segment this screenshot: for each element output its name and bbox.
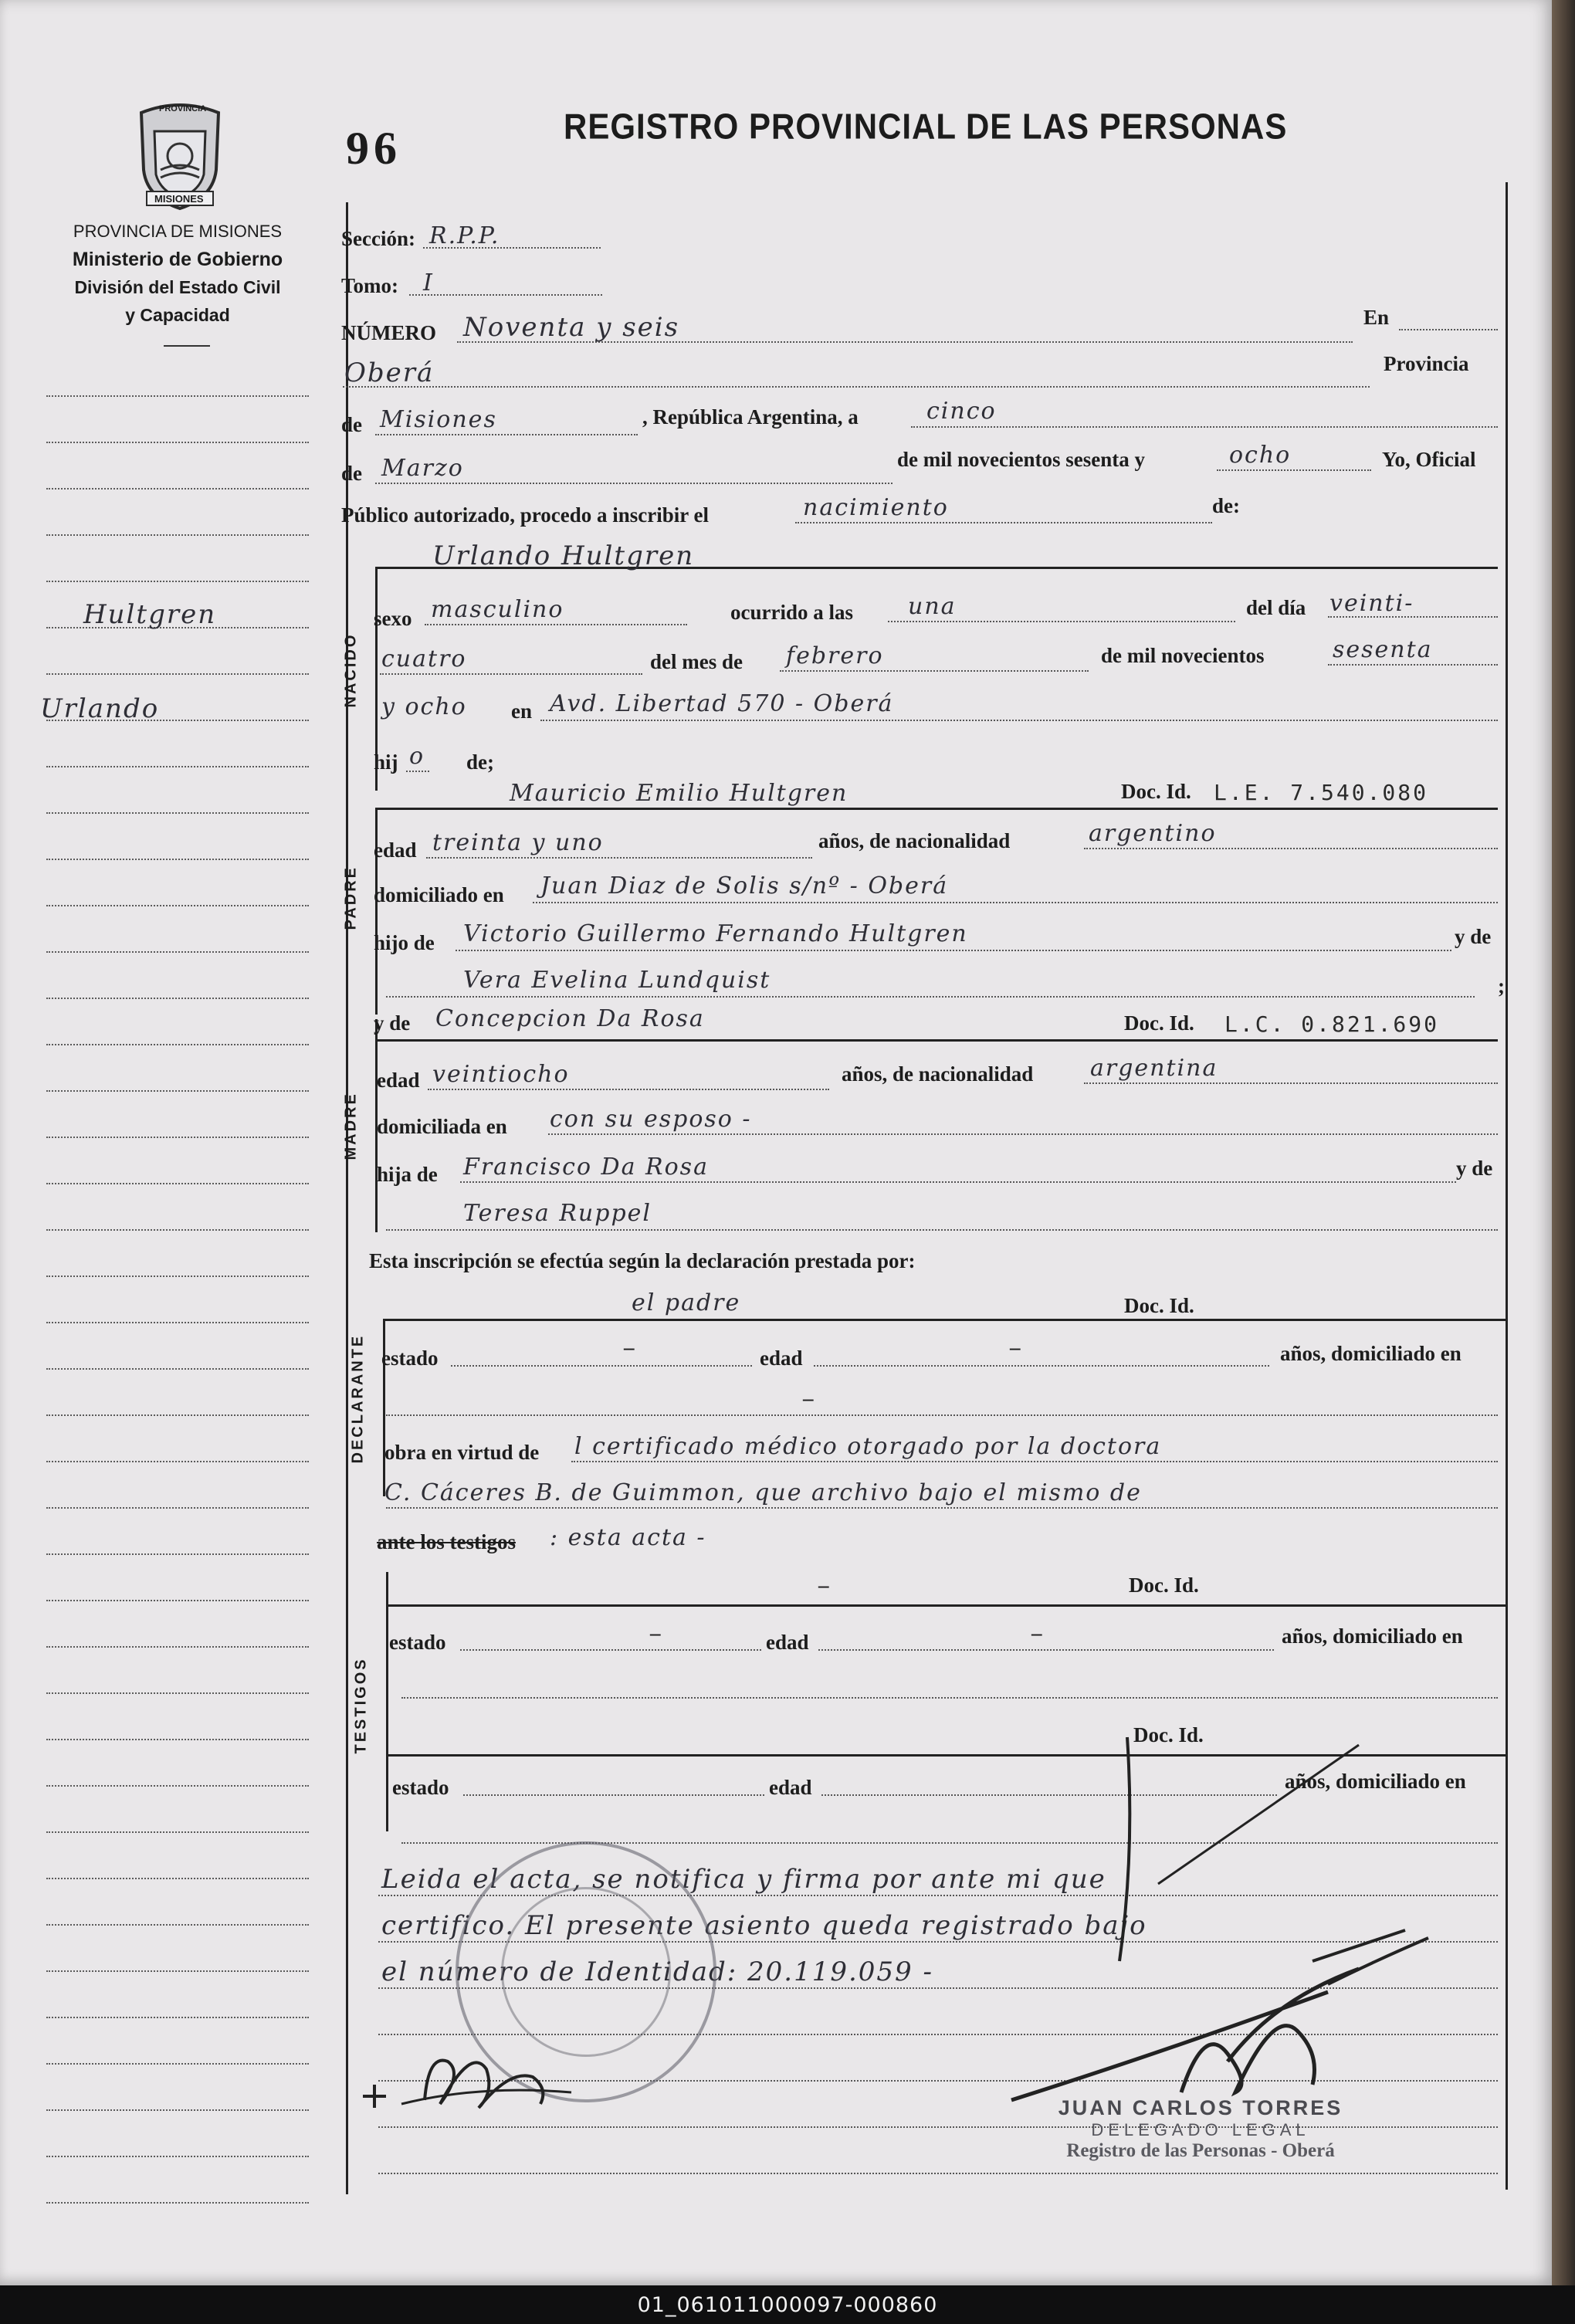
tomo-label: Tomo: [341, 274, 399, 297]
obra-value-2: C. Cáceres B. de Guimmon, que archivo bajo el mismo de [384, 1479, 1142, 1506]
maternal-grandfather: Francisco Da Rosa [463, 1154, 709, 1181]
official-signature [926, 1729, 1467, 2131]
hijo-value: o [409, 743, 425, 770]
emblem-text-bottom: MISIONES [154, 193, 204, 205]
city-value: Oberá [344, 357, 435, 388]
margin-surname: Hultgren [83, 599, 217, 630]
declarante-name: el padre [632, 1289, 741, 1316]
ocurrido-label: ocurrido a las [730, 601, 853, 624]
en-lugar-label: en [511, 700, 532, 723]
madre-y-de-label: y de [374, 1011, 411, 1035]
padre-semicolon: ; [1498, 974, 1505, 998]
paternal-grandmother: Vera Evelina Lundquist [463, 967, 771, 994]
provincia-label: Provincia [1384, 352, 1469, 375]
madre-edad-label: edad [377, 1069, 420, 1092]
ante-testigos-value: : esta acta - [550, 1524, 706, 1551]
testigos-top-rule [386, 1604, 1506, 1607]
issuing-office [31, 218, 324, 329]
seccion-value: R.P.P. [429, 222, 500, 249]
padre-doc-value: L.E. 7.540.080 [1214, 780, 1429, 805]
de-label: de [341, 413, 362, 436]
padre-nac-value: argentino [1089, 820, 1217, 847]
official-role: DELEGADO LEGAL [1091, 2120, 1310, 2139]
madre-top-rule [375, 1039, 1498, 1042]
seccion-label: Sección: [341, 227, 415, 250]
del-dia-label: del día [1246, 596, 1306, 619]
del-mes-label: del mes de [650, 650, 743, 673]
official-office: Registro de las Personas - Oberá [1066, 2140, 1335, 2161]
mil-novecientos-label: de mil novecientos [1101, 644, 1265, 667]
publico-label: Público autorizado, procedo a inscribir el [341, 503, 709, 527]
office-ministry: Ministerio de Gobierno [72, 249, 283, 270]
madre-doc-label: Doc. Id. [1124, 1011, 1194, 1035]
declarante-doc-label: Doc. Id. [1124, 1294, 1194, 1317]
obra-label: obra en virtud de [384, 1441, 540, 1464]
office-division: División del Estado Civil [74, 277, 281, 297]
madre-nac-label: años, de nacionalidad [842, 1062, 1034, 1086]
emblem-text-top: PROVINCIA [159, 104, 207, 113]
province-value: Misiones [380, 406, 497, 433]
day-value-2: cuatro [381, 645, 467, 672]
madre-dom-value: con su esposo - [550, 1106, 752, 1133]
declarante-side-rule [383, 1319, 385, 1496]
declarante-estado-value: – [624, 1336, 635, 1359]
closing-line-3: el número de Identidad: 20.119.059 - [381, 1956, 933, 1987]
hijo-label-a: hij [374, 750, 398, 774]
padre-dom-label: domiciliado en [374, 883, 504, 906]
padre-hijo-de-label: hijo de [374, 931, 435, 954]
closing-line-1: Leida el acta, se notifica y firma por ante mi que [381, 1864, 1106, 1895]
birth-place-value: Avd. Libertad 570 - Oberá [550, 690, 894, 717]
frame-right-rule [1506, 182, 1508, 2190]
padre-section-label: PADRE [342, 865, 360, 930]
padre-edad-value: treinta y uno [432, 829, 604, 856]
tomo-value: I [423, 269, 434, 296]
padre-dom-value: Juan Diaz de Solis s/nº - Oberá [540, 872, 949, 899]
month-value: Marzo [381, 455, 464, 482]
madre-nac-value: argentina [1090, 1055, 1218, 1082]
sexo-value: masculino [431, 596, 564, 623]
nacido-section-label: NACIDO [342, 632, 360, 708]
year-label: de mil novecientos sesenta y [897, 448, 1145, 471]
sexo-label: sexo [374, 607, 412, 630]
en-label: En [1363, 306, 1390, 329]
testigo2-doc-label: Doc. Id. [1133, 1723, 1204, 1746]
testigo1-dash: – [818, 1574, 829, 1597]
padre-nac-label: años, de nacionalidad [818, 829, 1011, 852]
declarante-top-rule [383, 1319, 1506, 1321]
official-stamp-block [1000, 2096, 1401, 2162]
declarante-intro: Esta inscripción se efectúa según la declaración prestada por: [369, 1249, 916, 1272]
birth-year-value-2: y ocho [381, 693, 467, 720]
act-value: nacimiento [803, 494, 949, 521]
madre-section-label: MADRE [342, 1092, 360, 1160]
folio-number: 96 [346, 123, 401, 174]
official-name: JUAN CARLOS TORRES [1058, 2096, 1343, 2119]
padre-edad-label: edad [374, 838, 417, 862]
testigo2-anos-label: años, domiciliado en [1285, 1770, 1466, 1793]
madre-hija-de-label: hija de [377, 1163, 438, 1186]
testigo1-edad-label: edad [766, 1631, 809, 1654]
madre-doc-value: L.C. 0.821.690 [1224, 1011, 1440, 1037]
numero-label: NÚMERO [341, 321, 436, 344]
mother-name: Concepcion Da Rosa [435, 1005, 705, 1032]
republica-label: , República Argentina, a [642, 405, 859, 429]
ante-testigos-label: ante los testigos [377, 1530, 516, 1553]
testigo1-estado-dash: – [650, 1621, 661, 1645]
office-rule [164, 345, 210, 347]
declarante-estado-label: estado [381, 1347, 439, 1370]
testigo1-doc-label: Doc. Id. [1129, 1574, 1199, 1597]
madre-y-de-label-2: y de [1456, 1157, 1493, 1180]
declarante-anos-label: años, domiciliado en [1280, 1342, 1462, 1365]
yo-oficial-label: Yo, Oficial [1382, 448, 1476, 471]
de-colon-label: de: [1212, 494, 1240, 517]
testigos-section-label: TESTIGOS [352, 1657, 370, 1754]
padre-top-rule [375, 808, 1498, 810]
page-title: REGISTRO PROVINCIAL DE LAS PERSONAS [564, 106, 1288, 147]
de-label-2: de [341, 462, 362, 485]
testigo1-edad-dash: – [1031, 1621, 1042, 1645]
father-name: Mauricio Emilio Hultgren [510, 780, 848, 807]
book-spine-edge [1552, 0, 1575, 2285]
image-label-bar [0, 2285, 1575, 2324]
birth-year-value-1: sesenta [1333, 636, 1433, 663]
declarante-section-label: DECLARANTE [349, 1333, 367, 1464]
hijo-label-b: de; [466, 750, 494, 774]
paternal-grandfather: Victorio Guillermo Fernando Hultgren [463, 920, 968, 947]
testigo1-estado-label: estado [389, 1631, 446, 1654]
year-value: ocho [1229, 442, 1292, 469]
testigo2-edad-label: edad [769, 1776, 812, 1799]
birth-month-value: febrero [786, 642, 884, 669]
frame-left-rule [346, 202, 348, 2194]
closing-line-2: certifico. El presente asiento queda registrado bajo [381, 1910, 1147, 1941]
testigo2-estado-label: estado [392, 1776, 449, 1799]
hour-value: una [908, 593, 957, 620]
child-full-name: Urlando Hultgren [432, 540, 695, 571]
margin-given-name: Urlando [40, 693, 160, 724]
madre-edad-value: veintiocho [432, 1061, 570, 1088]
image-label: 01_061011000097-000860 [637, 2292, 938, 2317]
obra-value-1: l certificado médico otorgado por la doctora [574, 1433, 1162, 1460]
testigo1-anos-label: años, domiciliado en [1282, 1624, 1463, 1648]
testigos-side-rule [386, 1572, 388, 1831]
declarante-edad-label: edad [760, 1347, 803, 1370]
declarant-signature [355, 2031, 587, 2123]
madre-dom-label: domiciliada en [377, 1115, 507, 1138]
day-value-1: veinti- [1329, 590, 1414, 617]
maternal-grandmother: Teresa Ruppel [463, 1200, 652, 1227]
office-capacity: y Capacidad [125, 305, 230, 325]
declarante-edad-value: – [1010, 1336, 1021, 1359]
numero-value: Noventa y seis [463, 312, 680, 343]
day-value: cinco [926, 398, 997, 425]
padre-y-de-label: y de [1455, 925, 1492, 948]
declarante-dom-value: – [803, 1387, 814, 1410]
office-province: PROVINCIA DE MISIONES [73, 222, 283, 241]
padre-doc-label: Doc. Id. [1121, 780, 1191, 803]
